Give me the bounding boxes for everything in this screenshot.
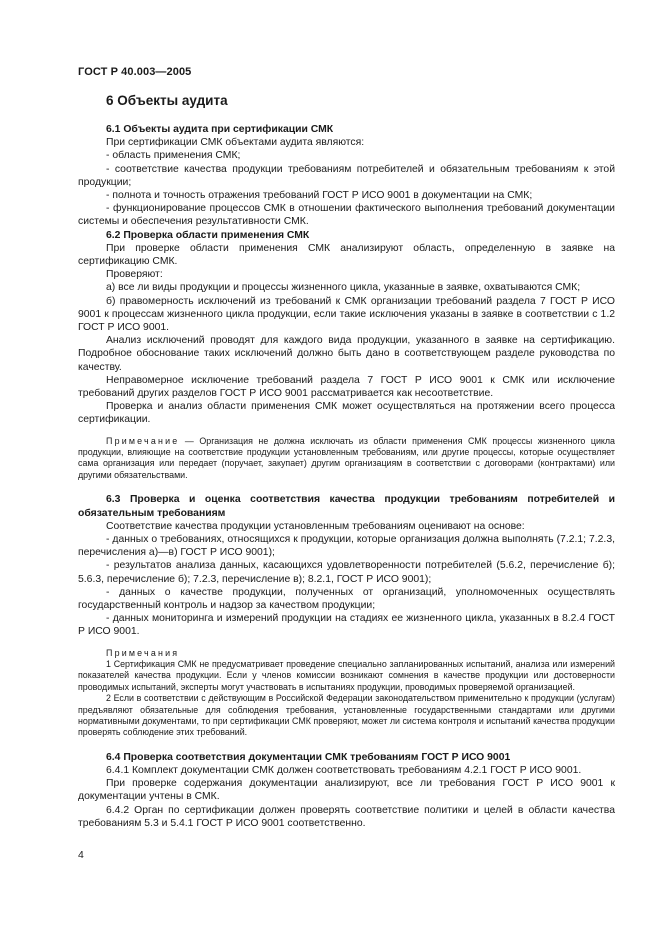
subsection-6-2-title: 6.2 Проверка области применения СМК	[106, 229, 310, 241]
list-item: б) правомерность исключений из требований к СМК организации требований раздела 7 ГОСТ Р ИСО 9001 к процессам жизненного цикла продукции, если такие исключения указаны в заявке в соответствии с 1.2 ГОСТ Р ИСО 9001.	[78, 295, 615, 334]
list-item: - данных о требованиях, относящихся к продукции, которые организация должна выполнять (7.2.1; 7.2.3, перечисления а)—в) ГОСТ Р ИСО 9001);	[78, 533, 615, 559]
list-item: а) все ли виды продукции и процессы жизненного цикла, указанные в заявке, охватываются СМК;	[106, 282, 581, 294]
note-2: 2 Если в соответствии с действующим в Российской Федерации законодательством применительно к продукции (услугам) предъявляют обязательные для соблюдения требования, установленные государственными стандартами или другими нормативными документами, то при сертификации СМК проверяют, может ли система контроля и испытаний качества продукции проверять соблюдение этих требований.	[78, 693, 615, 738]
note-block	[78, 436, 615, 482]
paragraph: 6.4.1 Комплект документации СМК должен соответствовать требованиям 4.2.1 ГОСТ Р ИСО 9001.	[106, 764, 582, 776]
notes-block	[78, 648, 615, 739]
list-item: - данных о качестве продукции, полученных от организаций, уполномоченных осуществлять государственный контроль и надзор за качеством продукции;	[78, 586, 615, 611]
paragraph: 6.4.2 Орган по сертификации должен проверять соответствие политики и целей в области качества требованиям 5.3 и 5.4.1 ГОСТ Р ИСО 9001 соответственно.	[78, 804, 615, 829]
note-text: — Организация не должна исключать из области применения СМК процессы жизненного цикла продукции, влияющие на соответствие продукции установленным требованиям, или другие процессы, которые осуществляет сама организация или передает (поручает, закупает) другим организациям в соответствии с договорами (контрактами) или другими обязательствами.	[78, 435, 615, 480]
note-1: 1 Сертификация СМК не предусматривает проведение специально запланированных испытаний, анализа или измерений показателей качества продукции. Если у членов комиссии возникают сомнения в качестве продукции или достоверности проводимых испытаний, эксперты могут участвовать в испытаниях продукции, проводимых проверяемой организацией.	[78, 658, 615, 692]
page-content	[78, 93, 615, 830]
document-header: ГОСТ Р 40.003—2005	[78, 66, 192, 78]
page-number: 4	[78, 850, 84, 861]
list-item: - полнота и точность отражения требований ГОСТ Р ИСО 9001 в документации на СМК;	[106, 190, 533, 202]
paragraph: Анализ исключений проводят для каждого вида продукции, указанного в заявке на сертификацию. Подробное обоснование таких исключений должно быть дано в соответствующем разделе руководства по качеству.	[78, 335, 615, 373]
subsection-6-3-title: 6.3 Проверка и оценка соответствия качества продукции требованиям потребителей и обязательным требованиям	[78, 494, 615, 519]
subsection-6-1-title: 6.1 Объекты аудита при сертификации СМК	[106, 124, 334, 135]
note	[78, 436, 615, 482]
paragraph: Соответствие качества продукции установленным требованиям оценивают на основе:	[106, 520, 525, 532]
note-label: Примечание	[106, 435, 180, 446]
subsection-6-4-title: 6.4 Проверка соответствия документации СМК требованиям ГОСТ Р ИСО 9001	[106, 751, 511, 763]
notes-label: Примечания	[106, 647, 180, 658]
list-item: - соответствие качества продукции требованиям потребителей и обязательным требованиям к этой продукции;	[78, 163, 615, 188]
section-title: 6 Объекты аудита	[106, 93, 228, 108]
paragraph: Проверяют:	[106, 269, 163, 281]
list-item: - область применения СМК;	[106, 150, 241, 162]
paragraph: При проверке содержания документации анализируют, все ли требования ГОСТ Р ИСО 9001 к документации учтены в СМК.	[78, 778, 615, 803]
paragraph: При сертификации СМК объектами аудита являются:	[106, 137, 365, 149]
paragraph: Проверка и анализ области применения СМК может осуществляться на протяжении всего процесса сертификации.	[78, 401, 615, 426]
list-item: - результатов анализа данных, касающихся удовлетворенности потребителей (5.6.2, перечисление б); 5.6.3, перечисление б); 7.2.3, перечисление в); 8.2.1, ГОСТ Р ИСО 9001);	[78, 560, 615, 585]
paragraph: При проверке области применения СМК анализируют область, определенную в заявке на сертификацию СМК.	[78, 242, 615, 268]
list-item: - функционирование процессов СМК в отношении фактического выполнения требований документации системы и обеспечения результативности СМК.	[78, 203, 615, 228]
list-item: - данных мониторинга и измерений продукции на стадиях ее жизненного цикла, указанных в 8.2.4 ГОСТ Р ИСО 9001.	[78, 613, 615, 638]
paragraph: Неправомерное исключение требований раздела 7 ГОСТ Р ИСО 9001 к СМК или исключение требований других разделов ГОСТ Р ИСО 9001 рассматривается как несоответствие.	[78, 374, 615, 400]
